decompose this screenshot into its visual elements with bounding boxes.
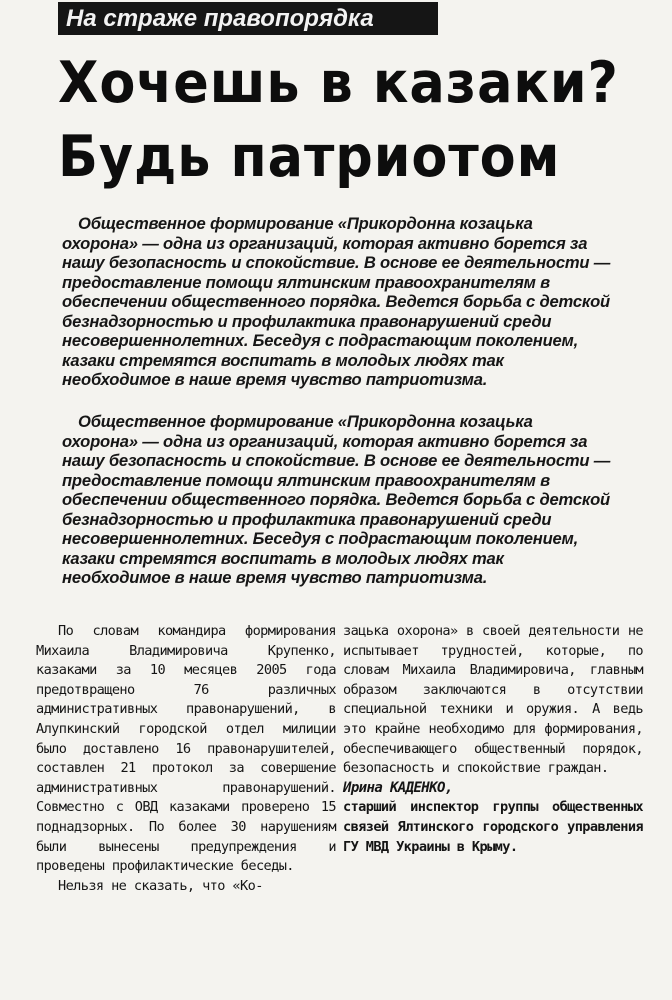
body-paragraph: зацька охорона» в своей деятельности не испытывает трудностей, которые, по словам Михаила Владимировича, главным образом заключаются в отсутствии специальной техники и оружия. А ведь это крайне необходимо для формирования, обеспечивающего общественный порядок, безопасность и спокойствие граждан. (343, 623, 643, 777)
body-column-left (36, 622, 336, 896)
author-name: Ирина КАДЕНКО, (343, 779, 453, 796)
section-rubric: На страже правопорядка (58, 2, 438, 35)
headline-line-1: Хочешь в казаки? (58, 50, 619, 116)
lead-paragraph-1: Общественное формирование «Прикордонна козацька охорона» — одна из организаций, которая активно борется за нашу безопасность и спокойствие. В основе ее деятельности — предоставление помощи ялтинским правоохранителям в обеспечении общественного порядка. Ведется борьба с детской безнадзорностью и профилактика правонарушений среди несовершеннолетних. Беседуя с подрастающим поколением, казаки стремятся воспитать в молодых людях так необходимое в наше время чувство патриотизма. (62, 214, 611, 389)
body-paragraph: По словам командира формирования Михаила Владимировича Крупенко, казаками за 10 месяцев 2005 года предотвращено 76 различных административных правонарушений, в Алупкинский городской отдел милиции было доставлено 16 правонарушителей, составлен 21 протокол за совершение административных правонарушений. Совместно с ОВД казаками проверено 15 поднадзорных. По более 30 нарушениям были вынесены предупреждения и проведены профилактические беседы. (36, 623, 336, 875)
body-column-right (343, 622, 643, 857)
lead-paragraph-2: Общественное формирование «Прикордонна козацька охорона» — одна из организаций, которая активно борется за нашу безопасность и спокойствие. В основе ее деятельности — предоставление помощи ялтинским правоохранителям в обеспечении общественного порядка. Ведется борьба с детской безнадзорностью и профилактика правонарушений среди несовершеннолетних. Беседуя с подрастающим поколением, казаки стремятся воспитать в молодых людях так необходимое в наше время чувство патриотизма. (62, 412, 611, 587)
body-paragraph: Нельзя не сказать, что «Ко- (58, 877, 263, 894)
author-position: старший инспектор группы общественных связей Ялтинского городского управления ГУ МВД Украины в Крыму. (343, 799, 643, 855)
headline-line-2: Будь патриотом (58, 124, 561, 190)
article-headline (58, 46, 619, 194)
